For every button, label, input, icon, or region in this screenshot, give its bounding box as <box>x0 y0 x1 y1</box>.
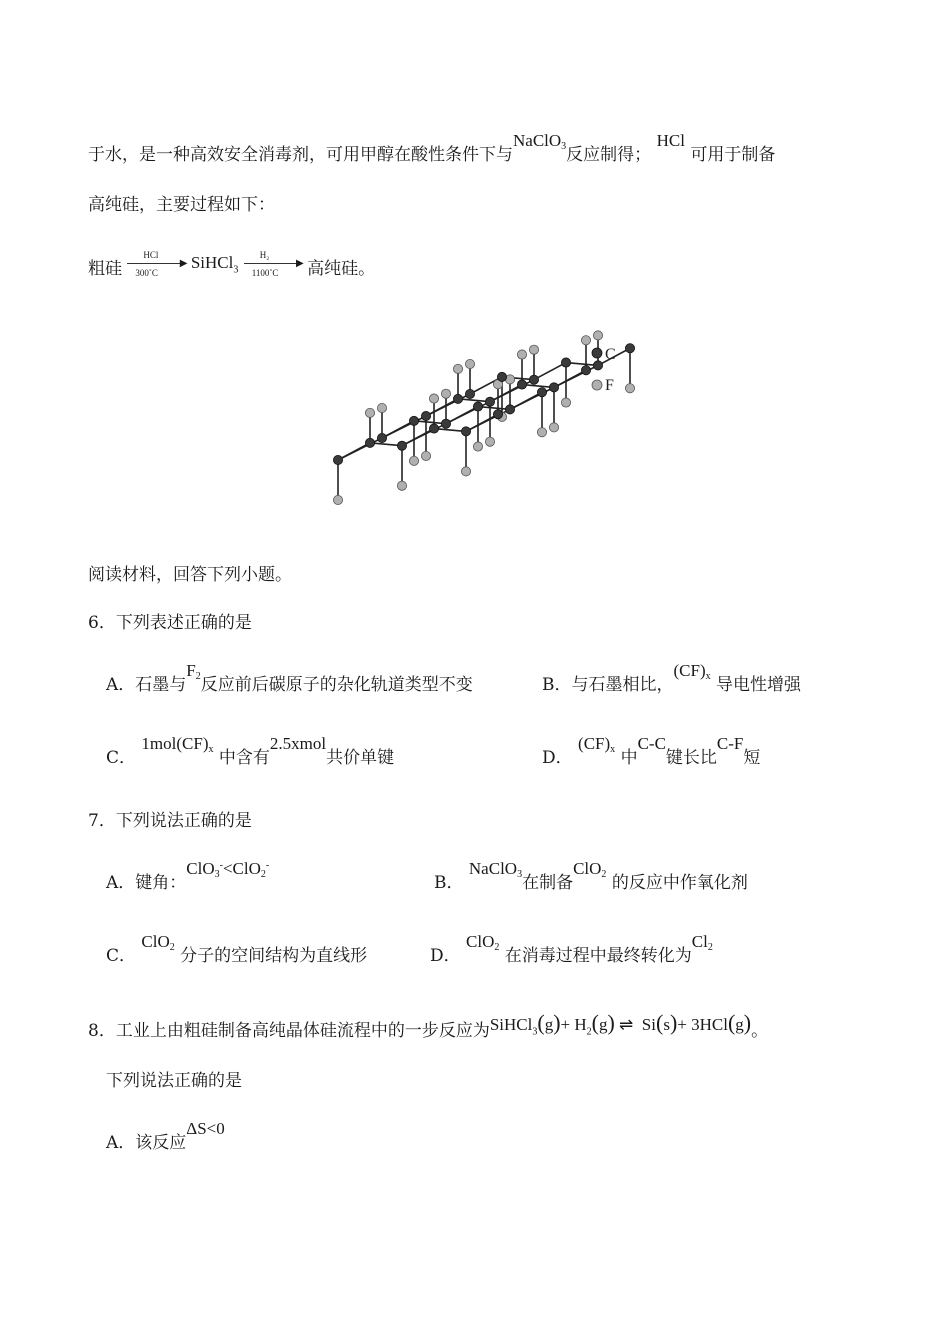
formula-hcl: HCl <box>656 131 685 150</box>
q7-option-d[interactable]: D． ClO$_2$ 在消毒过程中最终转化为$Cl_2$ <box>430 932 713 966</box>
carbon-atom <box>593 361 602 370</box>
fluorine-atom <box>333 495 342 504</box>
fluorine-atom <box>593 331 602 340</box>
intro-text: 反应制得； <box>566 145 652 165</box>
fluorine-atom <box>625 384 634 393</box>
legend-c-label: C <box>605 346 616 363</box>
carbon-atom <box>561 358 570 367</box>
intro-text: 于水，是一种高效安全消毒剂，可用甲醇在酸性条件下与 <box>88 145 513 165</box>
bond <box>510 387 554 409</box>
fluorine-atom <box>377 403 386 412</box>
flow-arrow-1: HCl ▶ 300˚C <box>127 250 185 280</box>
intro-line-2: 高纯硅，主要过程如下： <box>88 195 275 215</box>
carbon-atom <box>333 455 342 464</box>
carbon-atom <box>453 394 462 403</box>
fluorine-atom <box>465 359 474 368</box>
carbon-atom <box>549 383 558 392</box>
intro-line-1 <box>88 131 776 166</box>
intro-text: 可用于制备 <box>690 145 776 165</box>
q6-stem: 6．下列表述正确的是 <box>88 613 252 633</box>
q6-option-c[interactable]: C． $1mol(CF)_x$ 中含有2.5xmol共价单键 <box>106 734 395 768</box>
carbon-atom <box>421 411 430 420</box>
flow-start: 粗硅 <box>88 259 122 279</box>
flow-end: 高纯硅。 <box>307 259 376 279</box>
fluorine-atom <box>397 481 406 490</box>
bond <box>534 363 566 380</box>
fluorine-atom <box>537 428 546 437</box>
carbon-atom <box>441 419 450 428</box>
bond <box>446 402 490 424</box>
fluorine-atom <box>517 350 526 359</box>
carbon-atom <box>429 424 438 433</box>
carbon-atom <box>537 388 546 397</box>
fluorine-atom <box>429 394 438 403</box>
carbon-atom <box>517 380 526 389</box>
flow-mid: SiHCl$_3$ <box>190 253 239 276</box>
q6-option-a[interactable]: A．石墨与$F_2$反应前后碳原子的杂化轨道类型不变 <box>106 661 473 695</box>
q8-equation: SiHCl$_3$(g)+ $H_2(g)$ ⇌ Si(s)+ 3HCl(g) <box>489 1010 752 1038</box>
q8-stem: 8．工业上由粗硅制备高纯晶体硅流程中的一步反应为SiHCl$_3$(g)+ $H_2(g)$ ⇌ Si(s)+ 3HCl(g)。 <box>88 1010 769 1041</box>
fluorine-atom <box>365 408 374 417</box>
fluorine-atom <box>441 389 450 398</box>
carbon-atom <box>493 410 502 419</box>
carbon-atom <box>529 375 538 384</box>
q7-option-b[interactable]: B． NaClO$_3$在制备ClO$_2$ 的反应中作氧化剂 <box>434 859 748 893</box>
fluorine-atom <box>581 336 590 345</box>
fluorine-atom <box>485 437 494 446</box>
q6-option-d[interactable]: D． $(CF)_x$ 中C-C键长比C-F短 <box>542 734 761 768</box>
bond <box>338 438 382 460</box>
legend-c-dot <box>592 348 602 358</box>
fluorine-atom <box>409 456 418 465</box>
process-flow <box>88 250 375 281</box>
bond <box>382 416 426 438</box>
legend-f-label: F <box>605 377 614 394</box>
fluorine-atom <box>453 364 462 373</box>
fluorine-atom <box>561 398 570 407</box>
carbon-atom <box>473 402 482 411</box>
carbon-atom <box>397 441 406 450</box>
carbon-atom <box>505 405 514 414</box>
q8-option-a[interactable]: A．该反应ΔS<0 <box>106 1119 225 1153</box>
carbon-atom <box>497 372 506 381</box>
fluorine-atom <box>421 451 430 460</box>
q7-option-c[interactable]: C． ClO$_2$ 分子的空间结构为直线形 <box>106 932 368 966</box>
q7-stem: 7．下列说法正确的是 <box>88 811 252 831</box>
formula-naclo3: NaClO$_3$ <box>513 131 567 152</box>
q8-stem-2: 下列说法正确的是 <box>106 1071 242 1091</box>
fluorine-atom <box>529 345 538 354</box>
q7-option-a[interactable]: A．键角：ClO$_3$-<ClO$_2$- <box>106 859 270 893</box>
q6-option-b[interactable]: B．与石墨相比，$(CF)_x$ 导电性增强 <box>542 661 802 695</box>
cf-structure-figure <box>320 305 640 515</box>
bond <box>402 424 446 446</box>
fluorine-atom <box>473 442 482 451</box>
carbon-atom <box>461 427 470 436</box>
carbon-atom <box>485 397 494 406</box>
legend-f-dot <box>592 380 602 390</box>
carbon-atom <box>365 438 374 447</box>
flow-arrow-2: H₂ ▶ 1100˚C <box>244 250 302 280</box>
carbon-atom <box>625 344 634 353</box>
bond <box>554 365 598 387</box>
carbon-atom <box>465 389 474 398</box>
carbon-atom <box>377 433 386 442</box>
carbon-atom <box>581 366 590 375</box>
reading-prompt: 阅读材料，回答下列小题。 <box>88 565 292 585</box>
fluorine-atom <box>549 423 558 432</box>
carbon-atom <box>409 416 418 425</box>
fluorine-atom <box>461 467 470 476</box>
